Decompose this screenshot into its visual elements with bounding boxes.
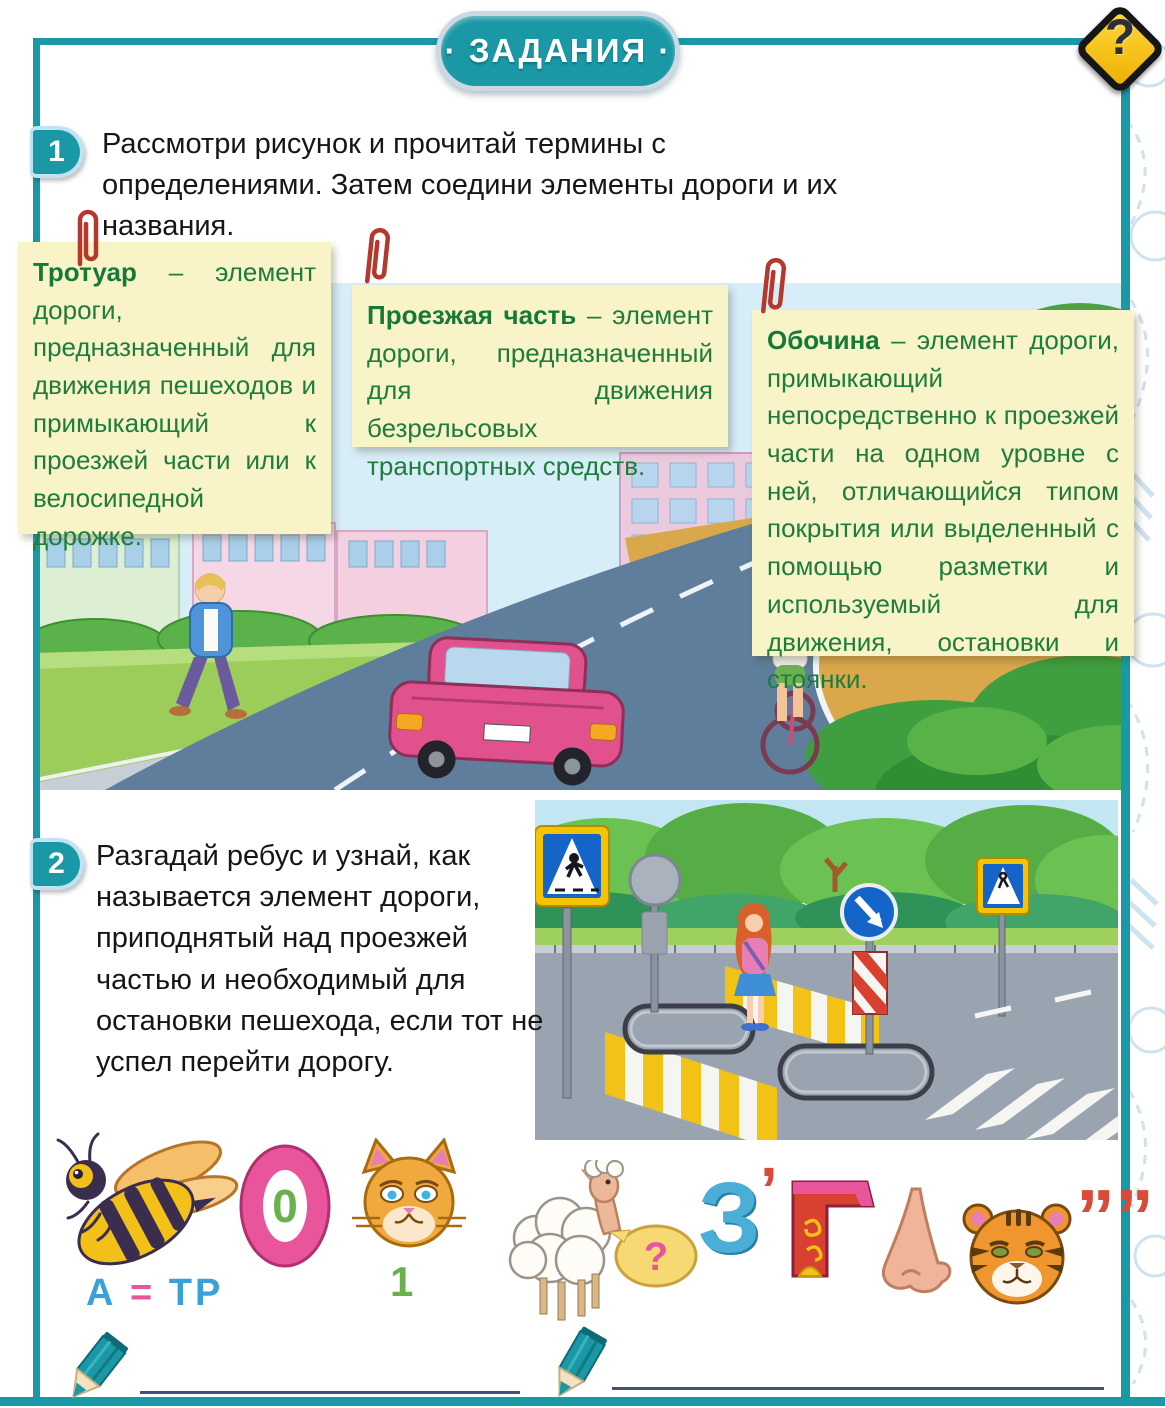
rebus-rule-replacement: ТР [168,1272,224,1314]
question-road-sign-icon [1070,0,1165,102]
rebus-wasp-rule [86,1272,223,1315]
paperclip-icon [753,252,793,317]
definition-proezzhaya-chast: – элемент дороги, предназначенный для движения безрельсовых транспортных средств. [367,300,713,481]
rebus-sheep-icon [498,1160,703,1325]
definition-trotuar: – элемент дороги, предназначенный для движения пешеходов и примыкающий к проезжей части или к велосипедной дорожке. [33,257,316,551]
rebus-letter-o-inner: 0 [272,1180,298,1232]
rebus-closing-quotes: ”” [1076,1173,1154,1261]
rebus-nose-icon [872,1185,960,1297]
answer-line-1[interactable] [140,1391,520,1394]
definition-card-trotuar [18,242,331,551]
curb [535,945,1118,953]
term-trotuar: Тротуар [33,257,137,287]
term-obochina: Обочина [767,325,880,355]
paperclip-icon [70,206,104,268]
paperclip-icon [357,222,397,287]
rebus-sheep-question: ? [643,1235,669,1279]
definition-card-obochina [752,310,1134,695]
pencil-icon [56,1330,134,1408]
rebus-letter-o-icon [238,1142,333,1274]
answer-line-2[interactable] [612,1387,1104,1390]
crossing-scene-illustration [535,800,1118,1140]
definition-obochina: – элемент дороги, примыкающий непосредственно к проезжей части на одном уровне с ней, отличающийся типом покрытия или выделенный с помощью разметки и используемый для движения, остановки и стоянки. [767,325,1119,695]
rebus-apostrophe: ’ [760,1154,778,1226]
rebus-letter-g-icon [775,1172,885,1292]
tasks-header-badge [436,11,680,91]
rebus-letter-z: З [698,1162,761,1274]
rebus-tiger-icon [958,1195,1078,1310]
pencil-icon [538,1326,616,1404]
task2-number: 2 [48,847,65,880]
tasks-header-label: · ЗАДАНИЯ · [444,32,672,69]
task2-instruction: Разгадай ребус и узнай, как называется элемент дороги, приподнятый над проезжей частью и необходимый для остановки пешехода, если тот не успел перейти дорогу. [96,840,544,1078]
task1-number: 1 [48,135,65,168]
rebus-wasp-icon [48,1122,243,1272]
rebus-rule-letter: А [86,1272,117,1314]
question-sign-glyph: ? [1104,9,1136,65]
rebus-rule-equals: = [130,1272,156,1314]
rebus-cat-number: 1 [390,1258,414,1305]
task1-instruction: Рассмотри рисунок и прочитай термины с определениями. Затем соедини элементы дороги и их названия. [102,128,838,243]
rebus-cat-icon [350,1138,470,1260]
task1-number-badge [30,126,84,178]
term-proezzhaya-chast: Проезжая часть [367,300,577,330]
definition-card-proezzhaya-chast [352,285,728,481]
task2-number-badge [30,838,84,890]
